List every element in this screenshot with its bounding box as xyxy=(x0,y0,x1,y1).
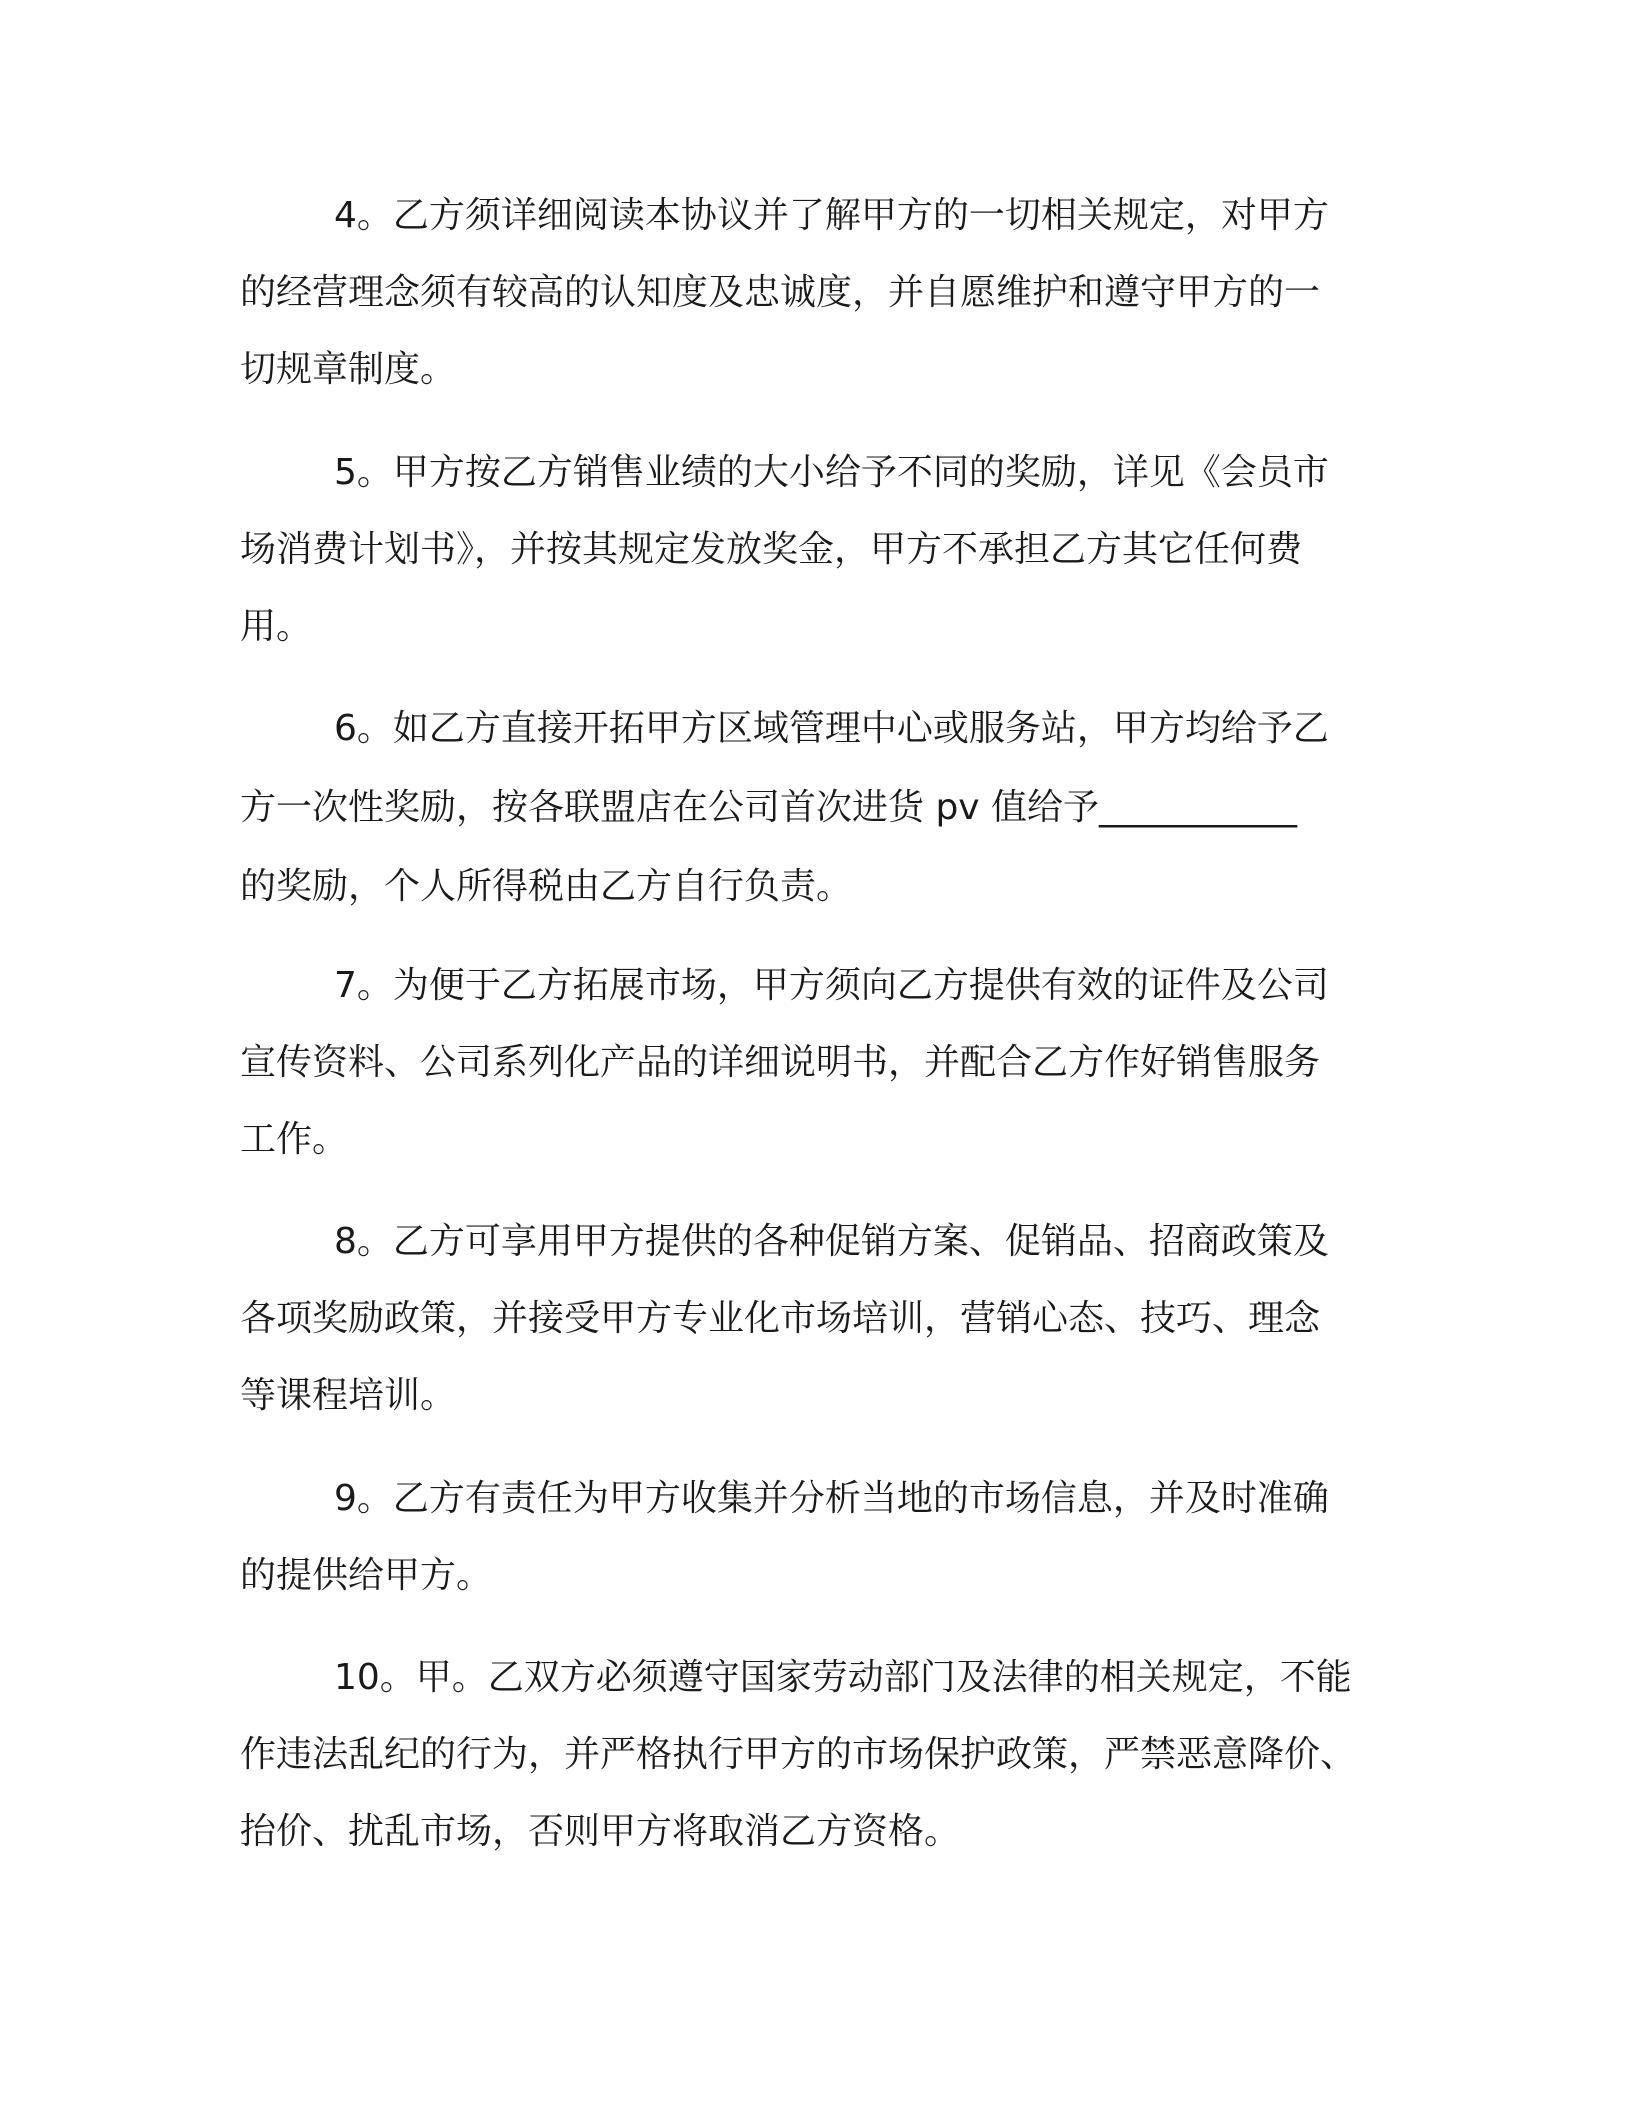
clause-8-line-2: 各项奖励政策，并接受甲方专业化市场培训，营销心态、技巧、理念 xyxy=(240,1298,1321,1339)
clause-10-line-2: 作违法乱纪的行为，并严格执行甲方的市场保护政策，严禁恶意降价、 xyxy=(240,1734,1357,1775)
clause-5-line-2: 场消费计划书》，并按其规定发放奖金，甲方不承担乙方其它任何费 xyxy=(240,529,1303,570)
clause-5-line-3: 用。 xyxy=(240,606,313,647)
clause-10-line-1: 10。甲。乙双方必须遵守国家劳动部门及法律的相关规定，不能 xyxy=(334,1657,1352,1698)
clause-9-line-1: 9。乙方有责任为甲方收集并分析当地的市场信息，并及时准确 xyxy=(334,1478,1329,1519)
clause-8-line-3: 等课程培训。 xyxy=(240,1375,457,1416)
clause-4-line-2: 的经营理念须有较高的认知度及忠诚度，并自愿维护和遵守甲方的一 xyxy=(240,272,1321,313)
clause-7-line-3: 工作。 xyxy=(240,1119,349,1160)
clause-6-line-2: 方一次性奖励，按各联盟店在公司首次进货 pv 值给予___________ xyxy=(240,787,1298,828)
clause-8-line-1: 8。乙方可享用甲方提供的各种促销方案、促销品、招商政策及 xyxy=(334,1221,1329,1262)
clause-10-line-3: 抬价、扰乱市场，否则甲方将取消乙方资格。 xyxy=(240,1811,961,1852)
clause-6-line-3: 的奖励，个人所得税由乙方自行负责。 xyxy=(240,866,853,907)
clause-9-line-2: 的提供给甲方。 xyxy=(240,1555,493,1596)
clause-4-line-3: 切规章制度。 xyxy=(240,349,457,390)
clause-7-line-2: 宣传资料、公司系列化产品的详细说明书，并配合乙方作好销售服务 xyxy=(240,1042,1321,1083)
clause-4-line-1: 4。乙方须详细阅读本协议并了解甲方的一切相关规定，对甲方 xyxy=(334,195,1329,236)
clause-5-line-1: 5。甲方按乙方销售业绩的大小给予不同的奖励，详见《会员市 xyxy=(334,452,1329,493)
clause-6-line-1: 6。如乙方直接开拓甲方区域管理中心或服务站，甲方均给予乙 xyxy=(334,708,1329,749)
clause-7-line-1: 7。为便于乙方拓展市场，甲方须向乙方提供有效的证件及公司 xyxy=(334,965,1329,1006)
